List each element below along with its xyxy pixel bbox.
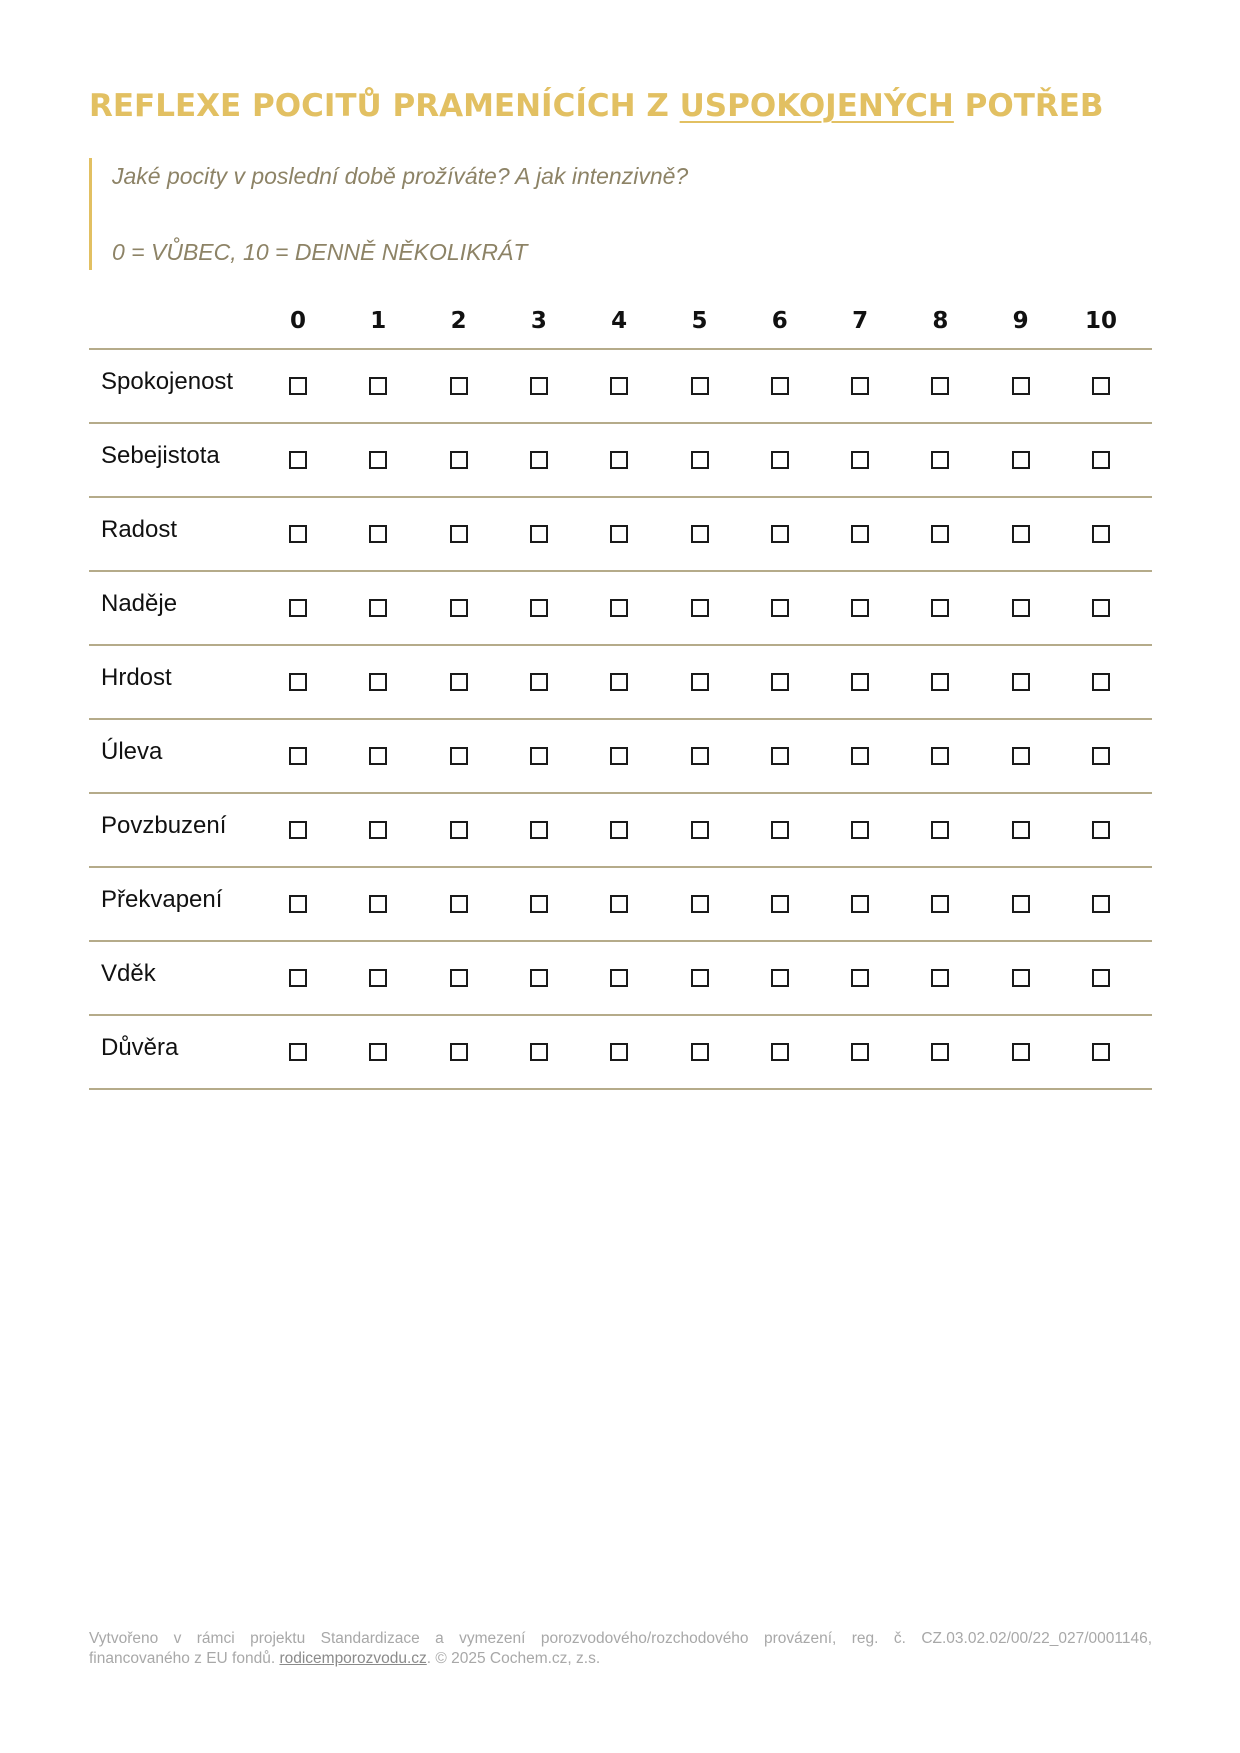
rating-checkbox[interactable] — [691, 895, 709, 913]
scale-column-header: 9 — [1012, 308, 1029, 334]
rating-checkbox[interactable] — [530, 377, 548, 395]
rating-checkbox[interactable] — [610, 1043, 628, 1061]
rating-checkbox[interactable] — [369, 969, 387, 987]
scale-column-header: 5 — [691, 308, 708, 334]
rating-checkbox[interactable] — [1092, 451, 1110, 469]
rating-checkbox[interactable] — [1092, 1043, 1110, 1061]
rating-checkbox[interactable] — [289, 969, 307, 987]
feeling-row — [89, 572, 1152, 646]
rating-checkbox[interactable] — [369, 525, 387, 543]
scale-column-header: 8 — [932, 308, 949, 334]
feeling-row — [89, 720, 1152, 794]
rating-checkbox[interactable] — [450, 969, 468, 987]
feeling-row — [89, 868, 1152, 942]
rating-checkbox[interactable] — [931, 895, 949, 913]
feeling-row — [89, 646, 1152, 720]
rating-checkbox[interactable] — [610, 599, 628, 617]
rating-checkbox[interactable] — [450, 747, 468, 765]
footer-note — [89, 1629, 1152, 1669]
rating-checkbox[interactable] — [289, 451, 307, 469]
scale-column-header: 10 — [1084, 308, 1117, 334]
rating-checkbox[interactable] — [530, 821, 548, 839]
rating-checkbox[interactable] — [289, 1043, 307, 1061]
feeling-label: Naděje — [101, 590, 178, 617]
scale-column-header: 4 — [611, 308, 628, 334]
rating-checkbox[interactable] — [289, 821, 307, 839]
rating-checkbox[interactable] — [289, 673, 307, 691]
intro-question: Jaké pocity v poslední době prožíváte? A jak intenzivně? — [112, 163, 689, 189]
rating-checkbox[interactable] — [931, 747, 949, 765]
title-prefix: REFLEXE POCITŮ PRAMENÍCÍCH Z — [89, 88, 680, 124]
rating-checkbox[interactable] — [1012, 1043, 1030, 1061]
rating-checkbox[interactable] — [851, 451, 869, 469]
rating-checkbox[interactable] — [771, 969, 789, 987]
rating-checkbox[interactable] — [691, 673, 709, 691]
rating-checkbox[interactable] — [450, 599, 468, 617]
feeling-row — [89, 794, 1152, 868]
rating-checkbox[interactable] — [771, 895, 789, 913]
scale-column-header: 1 — [370, 308, 387, 334]
rating-checkbox[interactable] — [931, 969, 949, 987]
feeling-label: Překvapení — [101, 886, 223, 913]
rating-checkbox[interactable] — [851, 525, 869, 543]
rating-checkbox[interactable] — [1092, 377, 1110, 395]
feeling-label: Radost — [101, 516, 178, 543]
rating-checkbox[interactable] — [931, 1043, 949, 1061]
rating-checkbox[interactable] — [931, 525, 949, 543]
footer-line-1: Vytvořeno v rámci projektu Standardizace a vymezení porozvodového/rozchodového provázení, reg. č. CZ.03.02.02/00/22_027/0001146, — [89, 1630, 1152, 1647]
scale-column-header: 2 — [450, 308, 467, 334]
rating-checkbox[interactable] — [931, 377, 949, 395]
rating-checkbox[interactable] — [1012, 969, 1030, 987]
feeling-label: Hrdost — [101, 664, 172, 691]
rating-checkbox[interactable] — [691, 451, 709, 469]
rating-checkbox[interactable] — [771, 747, 789, 765]
feeling-row — [89, 942, 1152, 1016]
rating-checkbox[interactable] — [771, 451, 789, 469]
rating-checkbox[interactable] — [851, 747, 869, 765]
rating-checkbox[interactable] — [369, 451, 387, 469]
rating-checkbox[interactable] — [771, 673, 789, 691]
rating-checkbox[interactable] — [530, 1043, 548, 1061]
rating-checkbox[interactable] — [610, 525, 628, 543]
feelings-rows — [89, 350, 1152, 1090]
rating-checkbox[interactable] — [450, 673, 468, 691]
scale-column-header: 3 — [530, 308, 547, 334]
rating-checkbox[interactable] — [851, 969, 869, 987]
rating-checkbox[interactable] — [530, 673, 548, 691]
rating-checkbox[interactable] — [450, 821, 468, 839]
rating-checkbox[interactable] — [610, 895, 628, 913]
rating-checkbox[interactable] — [289, 747, 307, 765]
scale-column-header: 0 — [289, 308, 306, 334]
rating-checkbox[interactable] — [1012, 451, 1030, 469]
intro-block — [89, 158, 789, 270]
rating-checkbox[interactable] — [450, 525, 468, 543]
rating-checkbox[interactable] — [1012, 895, 1030, 913]
rating-checkbox[interactable] — [530, 599, 548, 617]
rating-checkbox[interactable] — [691, 969, 709, 987]
rating-checkbox[interactable] — [691, 377, 709, 395]
rating-checkbox[interactable] — [691, 747, 709, 765]
rating-checkbox[interactable] — [369, 895, 387, 913]
rating-checkbox[interactable] — [771, 599, 789, 617]
rating-checkbox[interactable] — [450, 1043, 468, 1061]
rating-checkbox[interactable] — [771, 525, 789, 543]
feeling-row — [89, 350, 1152, 424]
feeling-row — [89, 1016, 1152, 1090]
rating-checkbox[interactable] — [530, 451, 548, 469]
scale-column-header: 7 — [852, 308, 869, 334]
rating-checkbox[interactable] — [289, 377, 307, 395]
title-underlined-word: USPOKOJENÝCH — [679, 88, 954, 124]
rating-checkbox[interactable] — [289, 895, 307, 913]
rating-checkbox[interactable] — [851, 377, 869, 395]
rating-checkbox[interactable] — [610, 821, 628, 839]
rating-checkbox[interactable] — [530, 969, 548, 987]
rating-checkbox[interactable] — [610, 747, 628, 765]
rating-checkbox[interactable] — [369, 821, 387, 839]
rating-checkbox[interactable] — [530, 525, 548, 543]
rating-checkbox[interactable] — [1092, 821, 1110, 839]
rating-checkbox[interactable] — [530, 747, 548, 765]
rating-checkbox[interactable] — [851, 895, 869, 913]
rating-checkbox[interactable] — [771, 821, 789, 839]
rating-checkbox[interactable] — [851, 1043, 869, 1061]
rating-checkbox[interactable] — [450, 451, 468, 469]
rating-checkbox[interactable] — [851, 673, 869, 691]
feeling-label: Vděk — [101, 960, 156, 987]
rating-checkbox[interactable] — [691, 1043, 709, 1061]
rating-checkbox[interactable] — [931, 451, 949, 469]
rating-checkbox[interactable] — [1012, 673, 1030, 691]
footer-line-2-prefix: financovaného z EU fondů. — [89, 1650, 280, 1667]
rating-checkbox[interactable] — [610, 377, 628, 395]
rating-checkbox[interactable] — [771, 1043, 789, 1061]
rating-checkbox[interactable] — [691, 525, 709, 543]
page-title — [89, 88, 1104, 124]
feeling-label: Spokojenost — [101, 368, 234, 395]
rating-checkbox[interactable] — [369, 673, 387, 691]
footer-line-2-suffix: . © 2025 Cochem.cz, z.s. — [426, 1650, 601, 1667]
rating-checkbox[interactable] — [1092, 599, 1110, 617]
feeling-label: Důvěra — [101, 1034, 179, 1061]
rating-checkbox[interactable] — [931, 599, 949, 617]
feeling-label: Sebejistota — [101, 442, 220, 469]
rating-checkbox[interactable] — [1012, 525, 1030, 543]
rating-checkbox[interactable] — [610, 451, 628, 469]
rating-checkbox[interactable] — [1012, 377, 1030, 395]
feelings-rating-grid — [89, 296, 1152, 1090]
rating-checkbox[interactable] — [851, 821, 869, 839]
feeling-row — [89, 424, 1152, 498]
scale-column-header: 6 — [771, 308, 788, 334]
rating-checkbox[interactable] — [1092, 895, 1110, 913]
rating-checkbox[interactable] — [530, 895, 548, 913]
rating-checkbox[interactable] — [851, 599, 869, 617]
rating-checkbox[interactable] — [1092, 747, 1110, 765]
feeling-label: Povzbuzení — [101, 812, 227, 839]
rating-checkbox[interactable] — [691, 599, 709, 617]
rating-checkbox[interactable] — [369, 747, 387, 765]
rating-checkbox[interactable] — [450, 377, 468, 395]
rating-checkbox[interactable] — [369, 599, 387, 617]
footer-website-link[interactable]: rodicemporozvodu.cz — [279, 1650, 427, 1667]
rating-checkbox[interactable] — [931, 821, 949, 839]
rating-checkbox[interactable] — [1012, 599, 1030, 617]
rating-checkbox[interactable] — [369, 377, 387, 395]
rating-checkbox[interactable] — [610, 969, 628, 987]
scale-header-row — [89, 296, 1152, 350]
rating-checkbox[interactable] — [1092, 525, 1110, 543]
rating-checkbox[interactable] — [1012, 747, 1030, 765]
rating-checkbox[interactable] — [1092, 673, 1110, 691]
feeling-row — [89, 498, 1152, 572]
feeling-label: Úleva — [101, 738, 163, 765]
rating-checkbox[interactable] — [369, 1043, 387, 1061]
rating-checkbox[interactable] — [610, 673, 628, 691]
rating-checkbox[interactable] — [1012, 821, 1030, 839]
rating-checkbox[interactable] — [289, 599, 307, 617]
rating-checkbox[interactable] — [1092, 969, 1110, 987]
rating-checkbox[interactable] — [289, 525, 307, 543]
rating-checkbox[interactable] — [771, 377, 789, 395]
rating-checkbox[interactable] — [450, 895, 468, 913]
rating-checkbox[interactable] — [691, 821, 709, 839]
rating-checkbox[interactable] — [931, 673, 949, 691]
scale-legend: 0 = VŮBEC, 10 = DENNĚ NĚKOLIKRÁT — [112, 239, 528, 265]
title-suffix: POTŘEB — [953, 88, 1104, 124]
